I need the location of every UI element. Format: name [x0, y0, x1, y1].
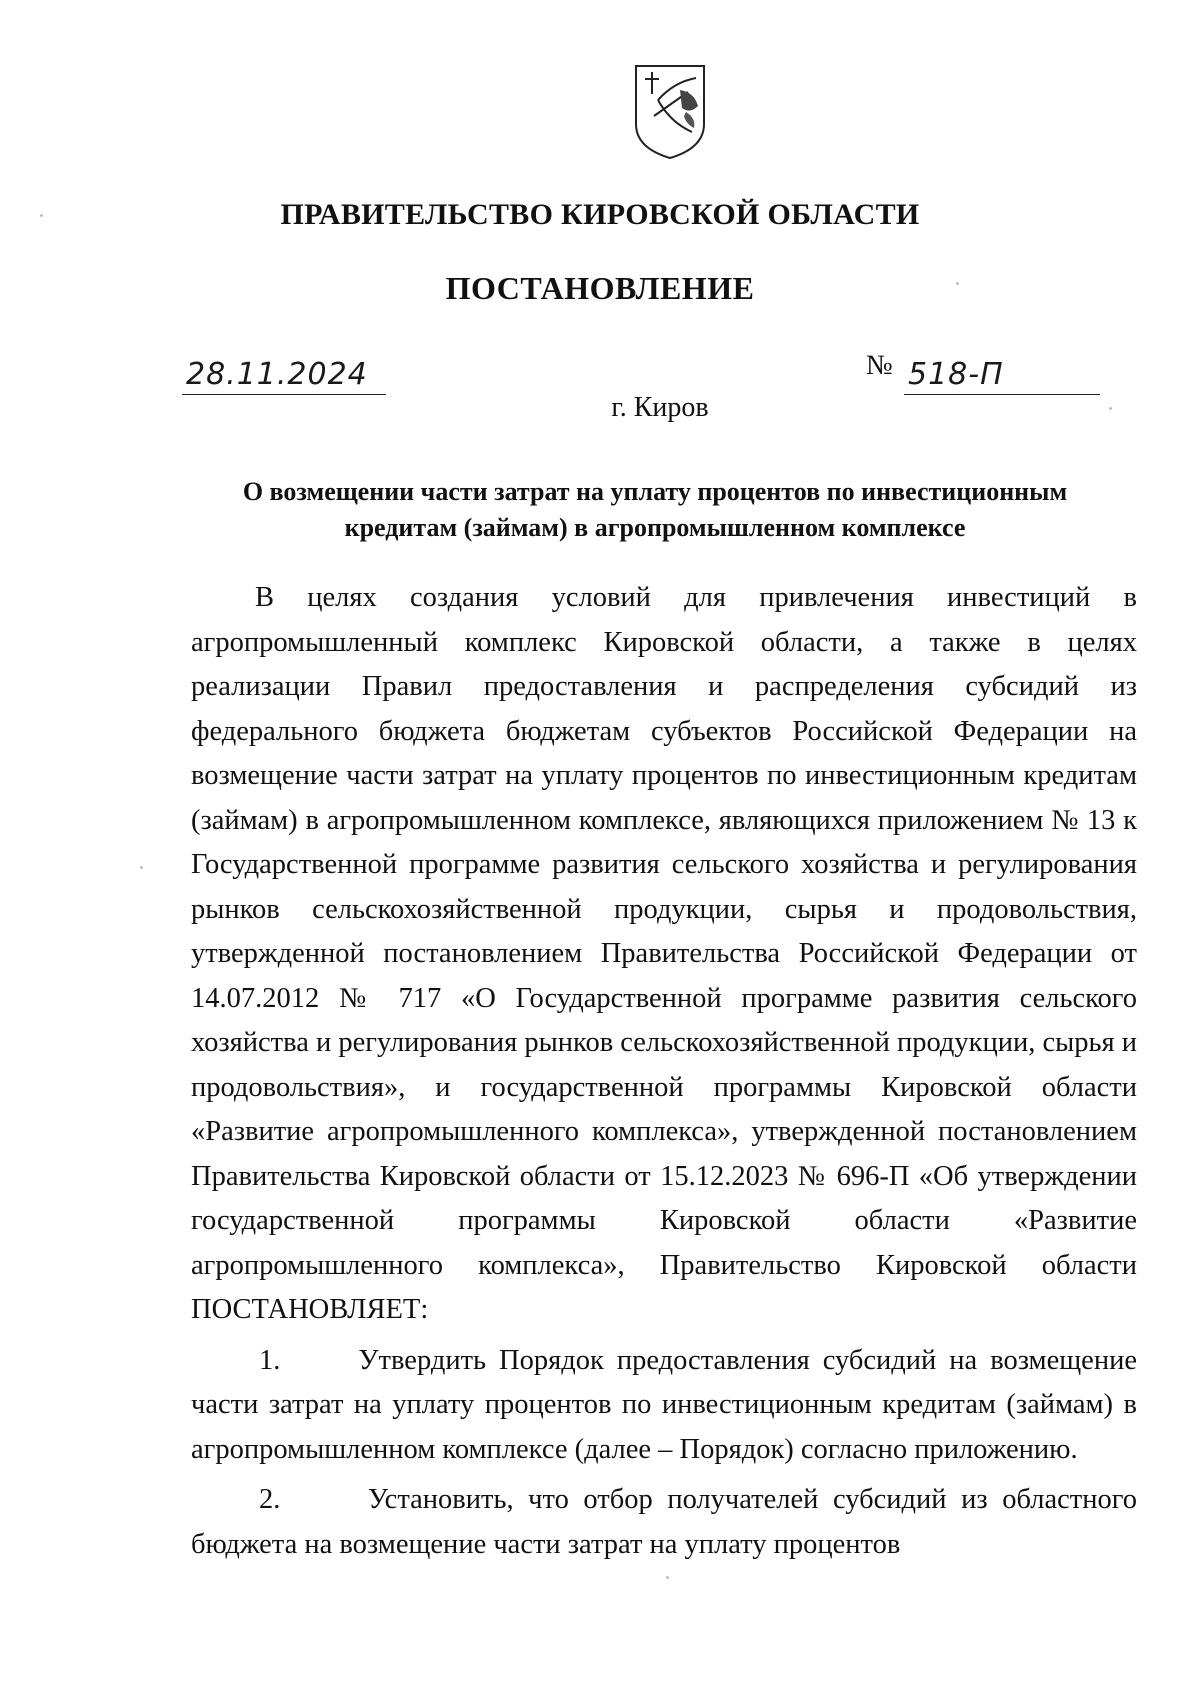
- document-number: 518-П: [908, 357, 1004, 392]
- clause-1: 1. Утвердить Порядок предоставления субсидий на возмещение части затрат на уплату процентов по инвестиционным кредитам (займам) в агропромышленном комплексе (далее – Порядок) согласно приложению.: [191, 1344, 1137, 1465]
- organization-name: ПРАВИТЕЛЬСТВО КИРОВСКОЙ ОБЛАСТИ: [280, 198, 920, 231]
- place-of-issue: г. Киров: [611, 392, 709, 423]
- preamble-paragraph: В целях создания условий для привлечения инвестиций в агропромышленный комплекс Кировской области, а также в целях реализации Правил предоставления и распределения субсидий из федерального бюджета бюджетам субъектов Российской Федерации на возмещение части затрат на уплату процентов по инвестиционным кредитам (займам) в агропромышленном комплексе, являющихся приложением № 13 к Государственной программе развития сельского хозяйства и регулирования рынков сельскохозяйственной продукции, сырья и продовольствия, утвержденной постановлением Правительства Российской Федерации от 14.07.2012 № 717 «О Государственной программе развития сельского хозяйства и регулирования рынков сельскохозяйственной продукции, сырья и продовольствия», и государственной программы Кировской области «Развитие агропромышленного комплекса», утвержденной постановлением Правительства Кировской области от 15.12.2023 № 696-П «Об утверждении государственной программы Кировской области «Развитие агропромышленного комплекса», Правительство Кировской области ПОСТАНОВЛЯЕТ:: [191, 582, 1138, 1325]
- scan-speck: [1109, 407, 1112, 410]
- date-field: [182, 350, 386, 395]
- scan-speck: [956, 282, 959, 285]
- document-body: [191, 576, 1137, 1567]
- clause-2: 2. Установить, что отбор получателей субсидий из областного бюджета на возмещение части затрат на уплату процентов: [191, 1484, 1137, 1560]
- title-line-2: кредитам (займам) в агропромышленном комплексе: [344, 513, 966, 542]
- title-line-1: О возмещении части затрат на уплату процентов по инвестиционным: [242, 477, 1068, 506]
- document-type: ПОСТАНОВЛЕНИЕ: [445, 270, 755, 306]
- number-sign: №: [866, 350, 893, 381]
- scan-speck: [666, 1576, 669, 1579]
- coat-of-arms-icon: [630, 62, 710, 162]
- number-field: [904, 350, 1100, 395]
- document-title: [190, 474, 1120, 546]
- scan-speck: [140, 866, 143, 869]
- document-date: 28.11.2024: [186, 357, 368, 392]
- scan-speck: [40, 214, 43, 217]
